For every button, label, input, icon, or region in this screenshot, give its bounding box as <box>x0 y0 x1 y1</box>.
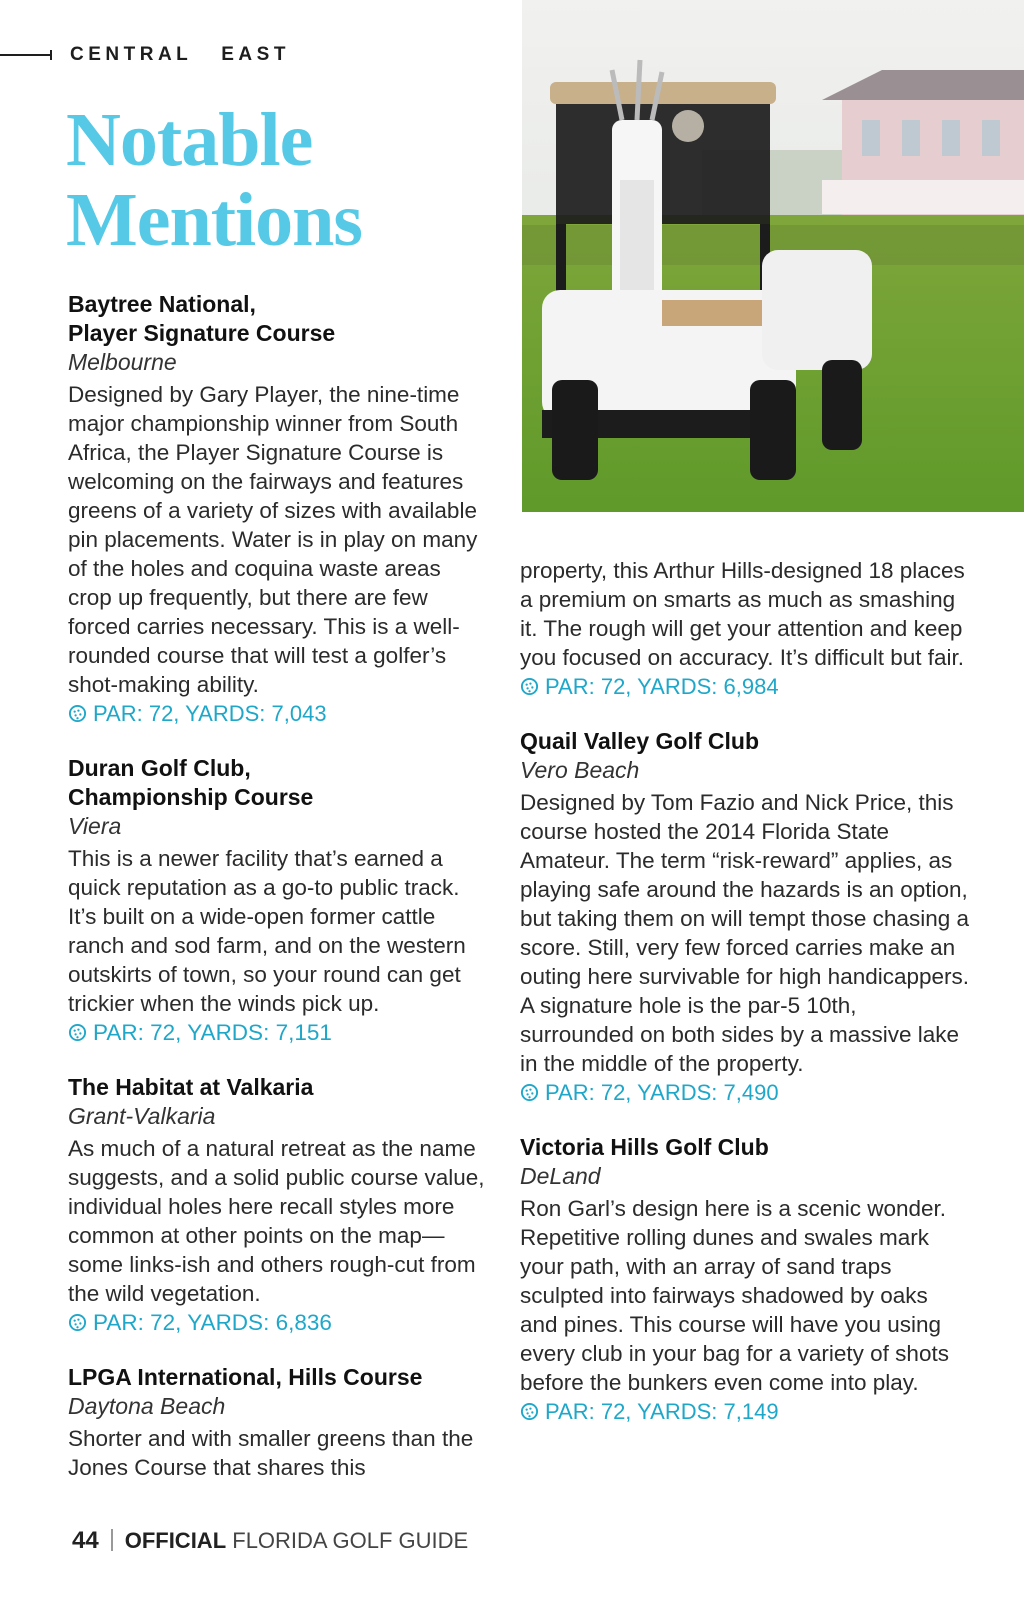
course-stats <box>68 1310 332 1335</box>
course-stats-text: PAR: 72, YARDS: 6,836 <box>93 1310 332 1335</box>
course-name <box>68 754 488 812</box>
page-title <box>66 100 506 260</box>
golf-ball-icon <box>68 1313 87 1332</box>
course-entry <box>68 290 488 728</box>
course-name: Quail Valley Golf Club <box>520 728 759 754</box>
course-stats <box>68 699 488 728</box>
course-stats <box>520 1397 970 1426</box>
course-description: Shorter and with smaller greens than the Jones Course that shares this <box>68 1426 474 1480</box>
course-location: DeLand <box>520 1163 601 1189</box>
course-stats-text: PAR: 72, YARDS: 7,490 <box>545 1080 779 1105</box>
course-location: Melbourne <box>68 349 177 375</box>
golf-cart-photo <box>522 0 1024 512</box>
course-stats-text: PAR: 72, YARDS: 7,151 <box>93 1020 332 1045</box>
course-entry <box>520 727 970 1107</box>
course-name: Victoria Hills Golf Club <box>520 1134 769 1160</box>
footer-divider <box>111 1529 113 1551</box>
page-footer <box>72 1526 468 1556</box>
course-name-line-2: Player Signature Course <box>68 320 336 346</box>
course-description-text: This is a newer facility that’s earned a quick reputation as a go-to public track. It’s built on a wide-open former cattle ranch and sod farm, and on the western outskirts of town, so your round can get trickier when the winds pick up. <box>68 846 466 1016</box>
course-name-line-1: Duran Golf Club, <box>68 755 251 781</box>
course-description <box>520 556 970 701</box>
golf-cart-illustration <box>522 0 1024 512</box>
course-name <box>68 290 488 348</box>
course-location: Viera <box>68 813 122 839</box>
course-description-text: Ron Garl’s design here is a scenic wonder. Repetitive rolling dunes and swales mark your path, with an array of sand traps sculpted into fairways shadowed by oaks and pines. This course will have you using every club in your bag for a variety of shots before the bunkers even come into play. <box>520 1196 949 1395</box>
page-title-line-1: Notable <box>66 98 313 182</box>
course-description-text: As much of a natural retreat as the name suggests, and a solid public course value, individual holes here recall styles more common at other points on the map—some links-ish and others rough-cut from the wild vegetation. <box>68 1136 485 1306</box>
course-location: Grant-Valkaria <box>68 1103 216 1129</box>
course-description-text: Designed by Gary Player, the nine-time major championship winner from South Africa, the Player Signature Course is welcoming on the fairways and features greens of a variety of sizes with available pin placements. Water is in play on many of the holes and coquina waste areas crop up frequently, but there are few forced carries necessary. This is a well-rounded course that will test a golfer’s shot-making ability. <box>68 382 478 697</box>
course-entry <box>68 1363 488 1482</box>
publication-name-bold: OFFICIAL <box>124 1528 227 1553</box>
golf-ball-icon <box>68 704 87 723</box>
course-description <box>68 844 488 1047</box>
golf-ball-icon <box>520 677 539 696</box>
golf-ball-icon <box>520 1402 539 1421</box>
course-entry <box>68 1073 488 1337</box>
course-description-text: property, this Arthur Hills-designed 18 places a premium on smarts as much as smashing it. The rough will get your attention and keep you focused on accuracy. It’s difficult but fair. <box>520 558 965 670</box>
course-location: Daytona Beach <box>68 1393 226 1419</box>
golf-ball-icon <box>520 1083 539 1102</box>
page-title-line-2: Mentions <box>66 178 362 262</box>
course-stats <box>68 1020 332 1045</box>
course-description <box>68 380 488 728</box>
course-entry <box>520 1133 970 1426</box>
course-entry-continued <box>520 556 970 701</box>
course-description <box>68 1134 488 1337</box>
course-description-text: Designed by Tom Fazio and Nick Price, this course hosted the 2014 Florida State Amateur. The term “risk-reward” applies, as playing safe around the hazards is an option, but taking them on will tempt those chasing a score. Still, very few forced carries make an outing here survivable for high handicappers. A signature hole is the par-5 10th, surrounded on both sides by a massive lake in the middle of the property. <box>520 790 970 1076</box>
right-column <box>520 556 970 1452</box>
course-stats <box>520 672 970 701</box>
left-column <box>68 290 488 1508</box>
section-label: CENTRAL EAST <box>70 44 290 65</box>
course-stats <box>520 1078 970 1107</box>
course-stats-text: PAR: 72, YARDS: 6,984 <box>545 674 779 699</box>
golf-ball-icon <box>68 1023 87 1042</box>
page-number: 44 <box>72 1527 99 1554</box>
course-name: LPGA International, Hills Course <box>68 1364 423 1390</box>
course-description <box>520 1194 970 1426</box>
course-location: Vero Beach <box>520 757 640 783</box>
course-name-line-2: Championship Course <box>68 784 314 810</box>
course-stats-text: PAR: 72, YARDS: 7,043 <box>93 701 327 726</box>
course-name-line-1: Baytree National, <box>68 291 256 317</box>
course-stats-text: PAR: 72, YARDS: 7,149 <box>545 1399 779 1424</box>
section-rule <box>0 54 52 56</box>
publication-name: FLORIDA GOLF GUIDE <box>226 1528 469 1553</box>
course-entry <box>68 754 488 1047</box>
course-description <box>520 788 970 1107</box>
course-name: The Habitat at Valkaria <box>68 1074 314 1100</box>
